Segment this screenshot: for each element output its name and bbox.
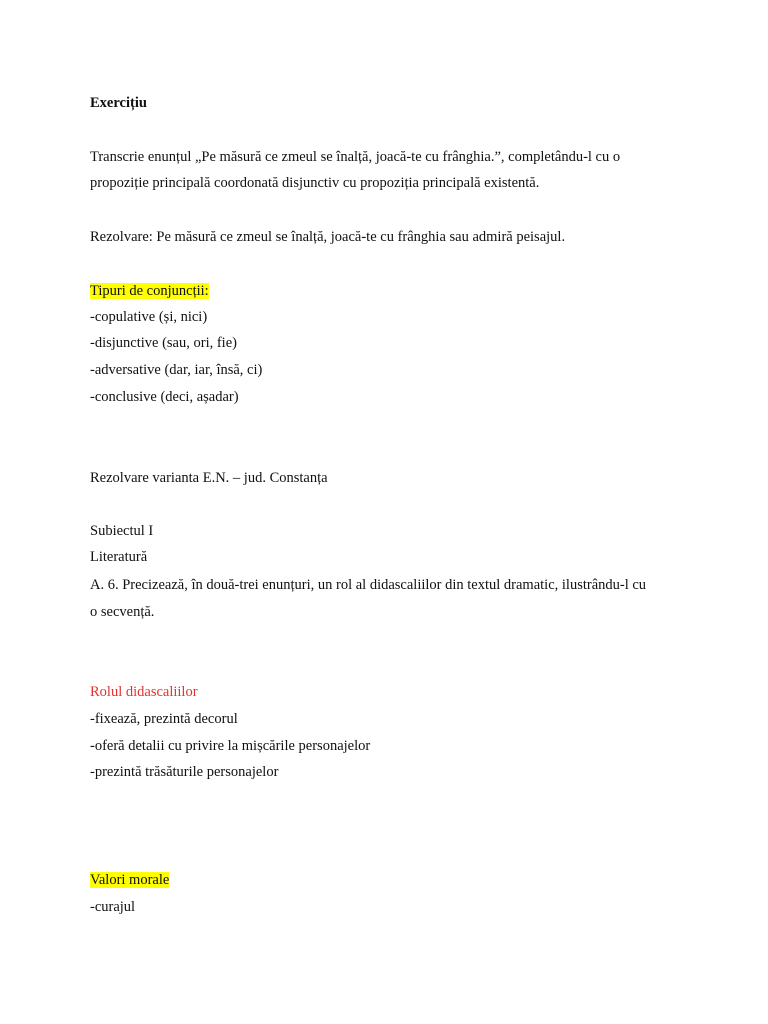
variant-task-line-1: A. 6. Precizează, în două-trei enunțuri, un rol al didascaliilor din textul dramatic, ilustrându-l cu (90, 577, 647, 593)
conjunctions-title: Tipuri de conjuncții: (90, 283, 209, 299)
stage-directions-item: -fixează, prezintă decorul (90, 711, 238, 727)
stage-directions-title: Rolul didascaliilor (90, 684, 198, 700)
moral-values-title-line (90, 871, 169, 889)
conjunction-item: -conclusive (deci, așadar) (90, 389, 239, 405)
moral-values-item: -curajul (90, 899, 136, 915)
stage-directions-item: -oferă detalii cu privire la mișcările personajelor (90, 738, 371, 754)
exercise-text-line-1: Transcrie enunțul „Pe măsură ce zmeul se înalță, joacă-te cu frânghia.”, completându-l cu o (90, 149, 621, 165)
exercise-text-line-2: propoziție principală coordonată disjunctiv cu propoziția principală existentă. (90, 175, 540, 191)
variant-section: Literatură (90, 549, 148, 565)
variant-task-line-2: o secvență. (90, 604, 155, 620)
conjunction-item: -adversative (dar, iar, însă, ci) (90, 362, 263, 378)
exercise-solution: Rezolvare: Pe măsură ce zmeul se înalță, joacă-te cu frânghia sau admiră peisajul. (90, 229, 566, 245)
conjunctions-title-line (90, 282, 209, 300)
moral-values-title: Valori morale (90, 872, 170, 888)
conjunction-item: -disjunctive (sau, ori, fie) (90, 335, 237, 351)
conjunction-item: -copulative (și, nici) (90, 309, 208, 325)
stage-directions-item: -prezintă trăsăturile personajelor (90, 764, 279, 780)
variant-title: Rezolvare varianta E.N. – jud. Constanța (90, 470, 328, 486)
heading-exercise: Exercițiu (90, 95, 147, 111)
variant-subject: Subiectul I (90, 523, 154, 539)
